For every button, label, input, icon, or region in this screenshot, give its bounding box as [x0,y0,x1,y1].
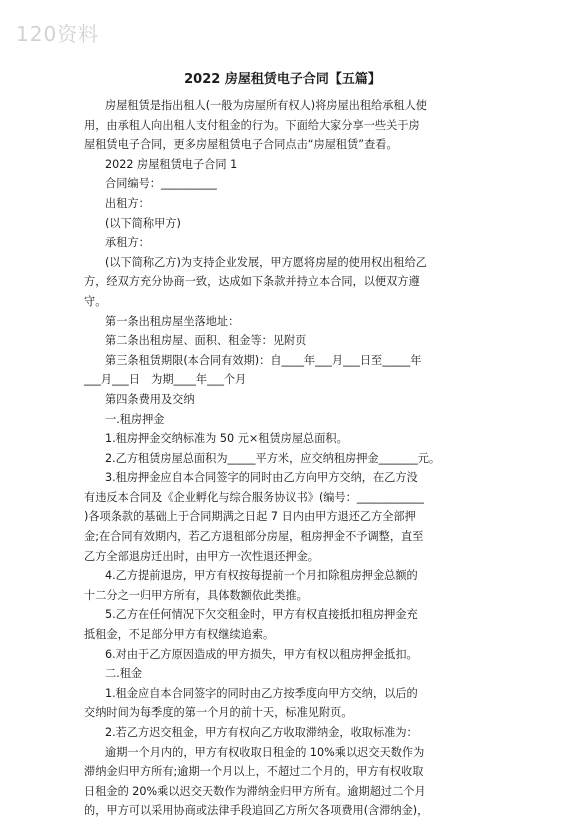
clause-line: )各项条款的基础上于合同期满之日起 7 日内由甲方退还乙方全部押 [84,510,416,524]
paragraph-line: 屋租赁电子合同，更多房屋租赁电子合同点击“房屋租赁”查看。 [84,138,398,152]
clause-line: ___月___日 为期____年___个月 [84,373,247,387]
clause-line: 金;在合同有效期内，若乙方退租部分房屋，租房押金不予调整，直至 [84,530,424,544]
paragraph-line: 用，由承租人向出租人支付租金的行为。下面给大家分享一些关于房 [84,118,420,132]
contract-number-line: 合同编号：__________ [105,177,217,191]
clause-line: 2.乙方租赁房屋总面积为_____平方米，应交纳租房押金_______元。 [105,451,441,465]
clause-line: 的，甲方可以采用协商或法律手段追回乙方所欠各项费用(含滞纳金)， [84,804,429,818]
watermark-logo: 120资料 [16,22,100,46]
clause-line: 交纳时间为每季度的第一个月的前十天，标准见附页。 [84,706,353,720]
clause-line: 第一条出租房屋坐落地址： [105,314,240,328]
document-body [84,96,482,821]
lessee-label: 承租方： [105,236,150,250]
clause-line: 1.租房押金交纳标准为 50 元×租赁房屋总面积。 [105,432,348,446]
clause-heading: 第四条费用及交纳 [105,392,195,406]
clause-line: 逾期一个月内的，甲方有权收取日租金的 10%乘以迟交天数作为 [105,745,425,759]
clause-line: 第二条出租房屋、面积、租金等：见附页 [105,334,307,348]
paragraph-line: 房屋租赁是指出租人(一般为房屋所有权人)将房屋出租给承租人使 [105,99,427,112]
section-heading: 2022 房屋租赁电子合同 1 [105,157,238,171]
clause-line: 3.租房押金应自本合同签字的同时由乙方向甲方交纳，在乙方没 [105,471,418,485]
clause-line: 1.租金应自本合同签字的同时由乙方按季度向甲方交纳，以后的 [105,686,418,700]
clause-line: 滞纳金归甲方所有;逾期一个月以上，不超过二个月的，甲方有权收取 [84,765,424,779]
clause-line: 5.乙方在任何情况下欠交租金时，甲方有权直接抵扣租房押金充 [105,608,418,622]
paragraph-line: 方，经双方充分协商一致，达成如下条款并持立本合同，以便双方遵 [84,275,420,289]
lessor-label: 出租方： [105,196,150,210]
lessor-note: (以下简称甲方) [105,216,181,230]
paragraph-line: (以下简称乙方)为支持企业发展，甲方愿将房屋的使用权出租给乙 [105,255,427,269]
subsection-heading: 二.租金 [105,667,143,681]
clause-line: 2.若乙方迟交租金，甲方有权向乙方收取滞纳金，收取标准为： [105,726,418,739]
clause-line: 6.对由于乙方原因造成的甲方损失，甲方有权以租房押金抵扣。 [105,647,418,661]
clause-line: 乙方全部退房迁出时，由甲方一次性退还押金。 [84,549,319,563]
clause-line: 有违反本合同及《企业孵化与综合服务协议书》(编号：____________ [84,490,424,504]
clause-line: 十二分之一归甲方所有，具体数额依此类推。 [84,588,308,602]
clause-line: 日租金的 20%乘以迟交天数作为滞纳金归甲方所有。逾期超过二个月 [84,784,426,798]
paragraph-line: 守。 [84,294,107,308]
subsection-heading: 一.租房押金 [105,412,165,426]
document-title: 2022 房屋租赁电子合同【五篇】 [184,72,381,87]
clause-line: 第三条租赁期限(本合同有效期)：自____年___月___日至_____年 [105,353,422,367]
clause-line: 4.乙方提前退房，甲方有权按每提前一个月扣除租房押金总额的 [105,569,418,583]
clause-line: 抵租金，不足部分甲方有权继续追索。 [84,628,275,642]
